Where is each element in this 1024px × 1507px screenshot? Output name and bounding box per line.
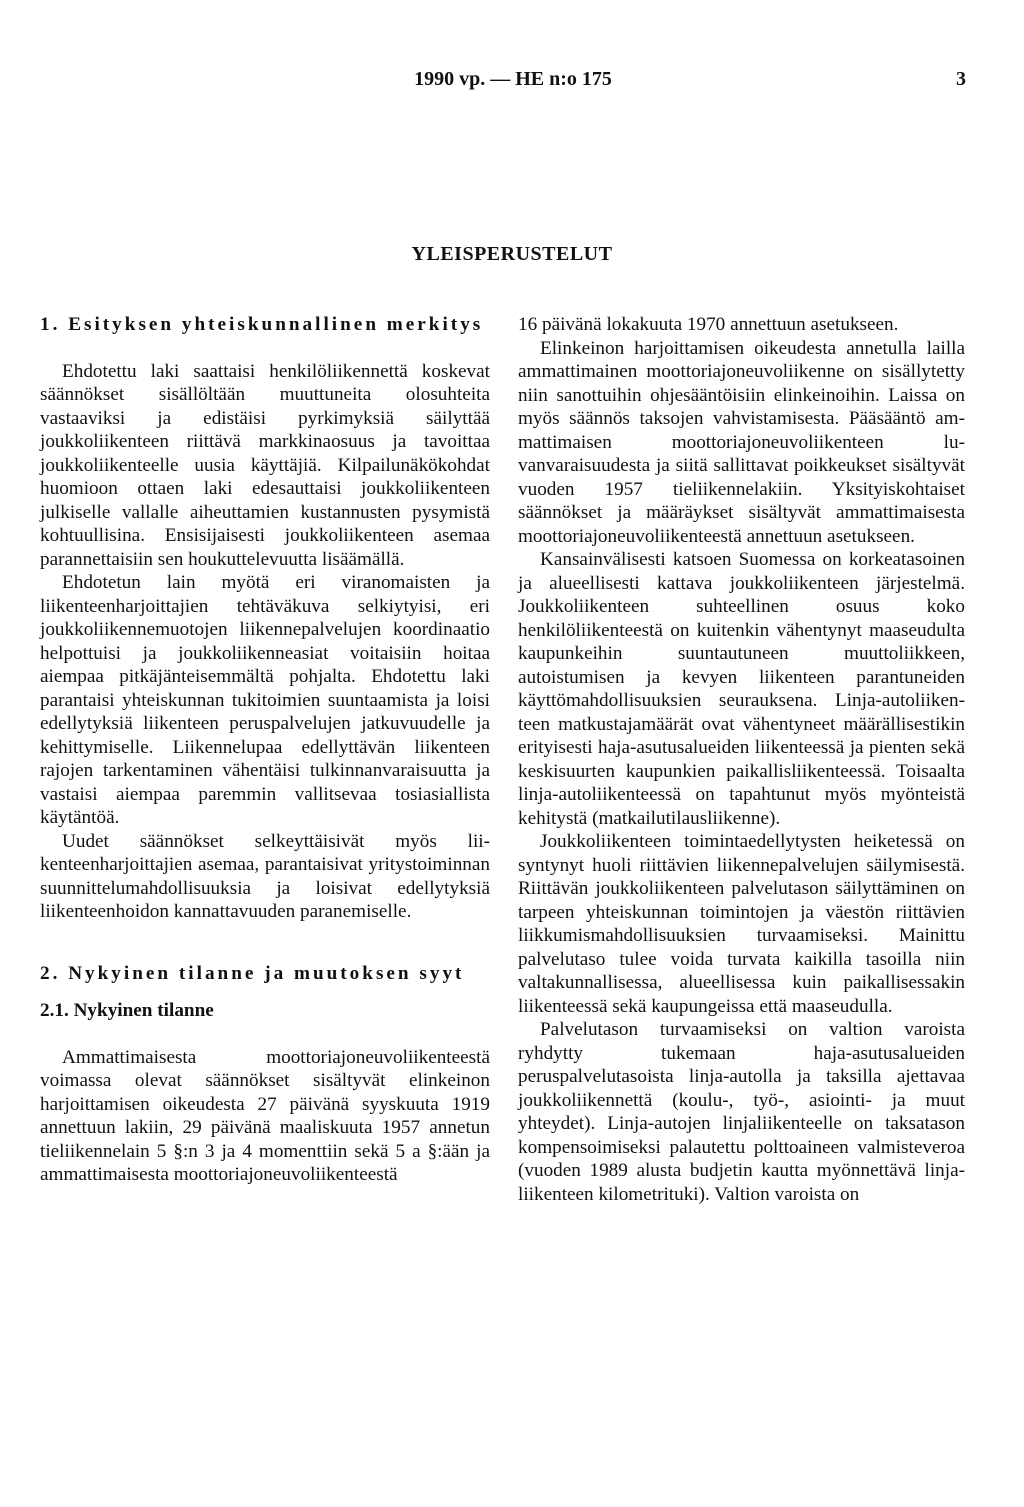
paragraph: Uudet säännökset selkeyttäisivät myös liikenteenharjoittajien asemaa, parantaisivat yritystoiminnan suunnittelumahdollisuuksia ja loisivat edellytyksiä liikenteenhoidon kannattavuuden paranemiselle. [40, 830, 490, 922]
section-2-number: 2. [40, 962, 61, 984]
document-reference: 1990 vp. — HE n:o 175 [414, 68, 612, 90]
paragraph: Elinkeinon harjoittamisen oikeudesta annetulla lailla ammattimainen moottoriajoneuvoliikenne on sisällytetty niin sanottuihin ohjesääntöisiin elinkeinoihin. Laissa on myös säännös taksojen vahvistamisesta. Pääsääntö ammattimaisen moottoriajoneuvoliikenteen luvanvaraisuudesta ja siitä sallittavat poikkeukset sisältyvät vuoden 1957 tieliikennelakiin. Yksityiskohtaiset säännökset ja määräykset sisältyvät ammattimaisesta moottoriajoneuvoliikenteestä annettuun asetukseen. [518, 337, 965, 547]
section-2-title: Nykyinen tilanne ja muutoksen syyt [68, 962, 465, 984]
paragraph: Ammattimaisesta moottoriajoneuvoliikenteestä voimassa olevat säännökset sisältyvät elinkeinon harjoittamisen oikeudesta 27 päivänä syyskuuta 1919 annettuun lakiin, 29 päivänä maaliskuuta 1957 annetun tieliikennelain 5 §:n 3 ja 4 momenttiin sekä 5 a §:ään ja ammattimaisesta moottoriajoneuvoliikenteestä [40, 1046, 490, 1185]
right-column [518, 313, 965, 1206]
section-1-heading [40, 313, 490, 337]
section-1-title: Esityksen yhteiskunnallinen merkitys [68, 314, 484, 335]
paragraph: Ehdotetun lain myötä eri viranomaisten ja liikenteenharjoittajien tehtäväkuva selkiytyisi, eri joukkoliikennemuotojen liikennepalvelujen koordinaatio helpottuisi ja joukkoliikenneasiat voitaisiin hoitaa aiempaa pitkäjänteisemmältä pohjalta. Ehdotettu laki parantaisi yhteiskunnan tukitoimien suuntaamista ja loisi edellytyksiä liikenteen peruspalvelujen jatkuvuudelle ja kehittymiselle. Liikennelupaa edellyttävän liikenteen rajojen tarkentaminen vähentäisi tulkinnanvaraisuutta ja vastaisi aiempaa paremmin vallitsevaa tosiasiallista käytäntöä. [40, 572, 490, 828]
main-heading: YLEISPERUSTELUT [411, 243, 613, 265]
paragraph-continuation: 16 päivänä lokakuuta 1970 annettuun asetukseen. [518, 314, 899, 335]
paragraph: Kansainvälisesti katsoen Suomessa on korkeatasoinen ja alueellisesti kattava joukkoliikenteen järjestelmä. Joukkoliikenteen suhteellinen osuus koko henkilöliikenteestä on kuitenkin vähentynyt maaseudulta kaupunkeihin suuntautuneen muuttoliikkeen, autoistumisen ja kevyen liikenteen parantuneiden käyttömahdollisuuksien seurauksena. Linja-autoliikenteen matkustajamäärät ovat vähentyneet määrällisestikin erityisesti haja-asutusalueiden liikenteessä ja pienten sekä keskisuurten kaupunkien paikallisliikenteessä. Toisaalta linja-autoliikenteessä on tapahtunut myös myönteistä kehitystä (matkailutilausliikenne). [518, 549, 965, 829]
paragraph: Joukkoliikenteen toimintaedellytysten heiketessä on syntynyt huoli riittävien liikennepalvelujen säilymisestä. Riittävän joukkoliikenteen palvelutason säilyttäminen on tarpeen yhteiskunnan toimintojen ja väestön riittävien liikkumismahdollisuuksien turvaamiseksi. Mainittu palvelutaso tulee voida turvata kaikilla tasoilla niin valtakunnallisessa, alueellisessa kuin paikallisessakin liikenteessä sekä kaupungeissa että maaseudulla. [518, 831, 965, 1017]
section-1-number: 1. [40, 314, 61, 335]
section-2-1-heading: 2.1. Nykyinen tilanne [40, 1000, 214, 1021]
paragraph: Palvelutason turvaamiseksi on valtion varoista ryhdytty tukemaan haja-asutusalueiden peruspalvelutasoista linja-autolla ja taksilla ajettavaa joukkoliikennettä (koulu-, työ-, asiointi- ja muut yhteydet). Linja-autojen linjaliikenteelle on taksatason kompensoimiseksi palautettu polttoaineen valmisteveroa (vuoden 1989 alusta budjetin kautta myönnettävä linjaliikenteen kilometrituki). Valtion varoista on [518, 1019, 965, 1205]
section-2-heading [40, 962, 490, 986]
left-column [40, 313, 490, 1187]
page-number: 3 [956, 68, 966, 90]
paragraph: Ehdotettu laki saattaisi henkilöliikennettä koskevat säännökset sisällöltään muuttuneita olosuhteita vastaaviksi ja edistäisi pyrkimyksiä säilyttää joukkoliikenteen riittävä markkinaosuus ja tavoittaa joukkoliikenteelle uusia käyttäjiä. Kilpailunäkökohdat huomioon ottaen laki edesauttaisi joukkoliikenteen julkiselle vallalle aiheuttamien kustannusten pysymistä kohtuullisina. Ensisijaisesti joukkoliikenteen asemaa parannettaisiin sen houkuttelevuutta lisäämällä. [40, 360, 490, 570]
